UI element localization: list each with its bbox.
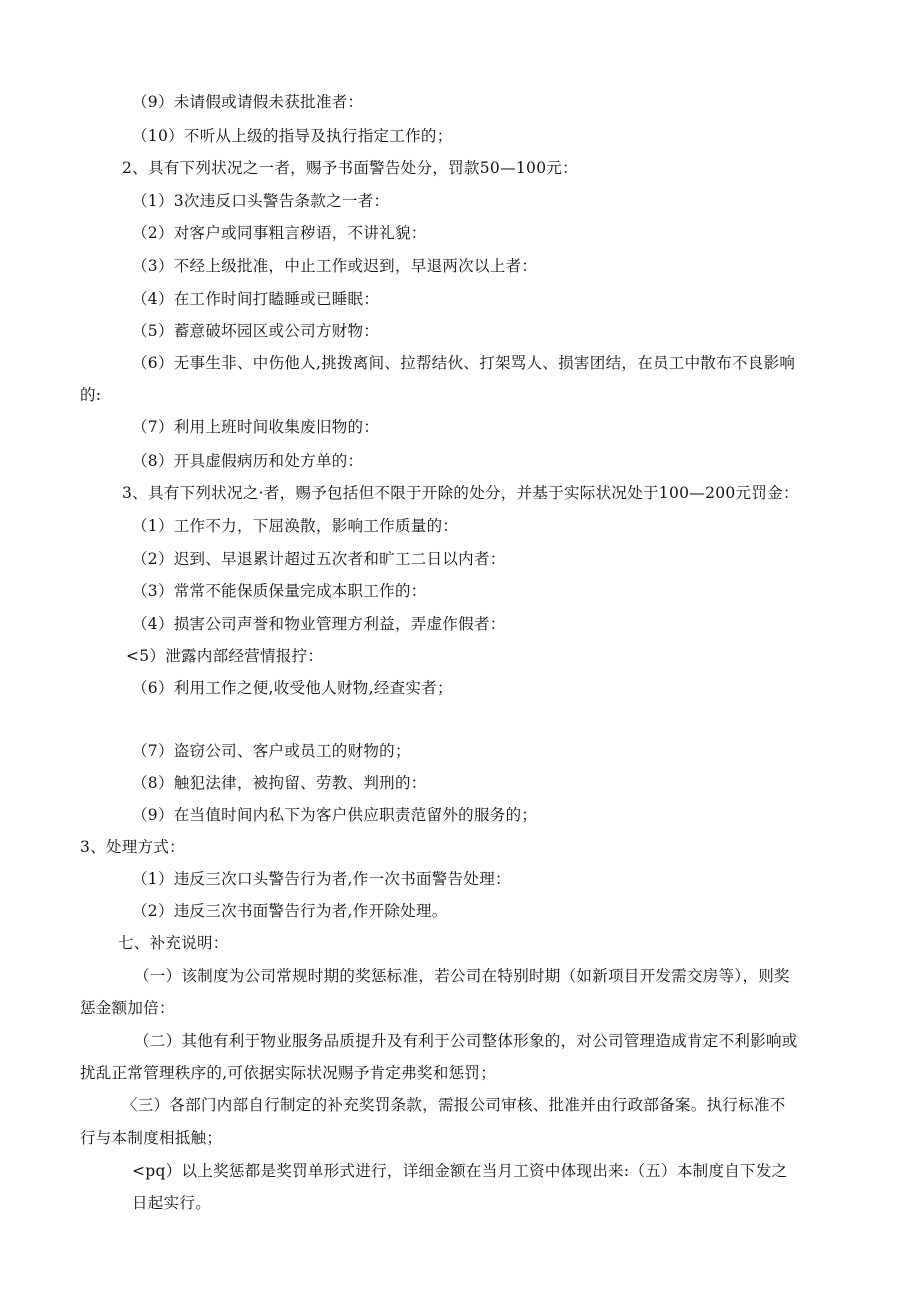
text-line: （2）对客户或同事粗言秽语，不讲礼貌：: [132, 224, 427, 242]
text-line: （2）迟到、早退累计超过五次者和旷工二日以内者：: [132, 550, 506, 568]
text-line: （一）该制度为公司常规时期的奖惩标准，若公司在特别时期（如新项目开发需交房等），则奖: [134, 967, 790, 985]
text-line: （4）损害公司声誉和物业管理方利益，弄虚作假者：: [132, 615, 506, 633]
text-line: 扰乱正常管理秩序的,可依据实际状况赐予肯定弗奖和惩罚；: [80, 1064, 497, 1082]
text-line: （7）盗窃公司、客户或员工的财物的；: [132, 742, 411, 760]
text-line: （8）开具虚假病历和处方单的：: [132, 452, 364, 470]
text-line: 3、处理方式：: [80, 838, 185, 856]
text-line: （9）未请假或请假未获批准者：: [132, 93, 364, 111]
text-line: 2、具有下列状况之一者，赐予书面警告处分，罚款50—100元：: [122, 159, 578, 177]
text-line: 〈三）各部门内部自行制定的补充奖罚条款，需报公司审核、批准并由行政部备案。执行标准不: [122, 1096, 786, 1114]
text-line: （6）无事生非、中伤他人,挑拨离间、拉帮结伙、打架骂人、损害团结，在员工中散布不良影响: [132, 354, 796, 372]
text-line: （3）常常不能保质保量完成本职工作的：: [132, 582, 427, 600]
text-line: （2）违反三次书面警告行为者,作开除处理。: [132, 902, 448, 920]
text-line: （9）在当值时间内私下为客户供应职责范留外的服务的；: [132, 806, 538, 824]
text-line: （6）利用工作之便,收受他人财物,经查实者；: [132, 679, 453, 697]
text-line: <pq）以上奖惩都是奖罚单形式进行，详细金额在当月工资中体现出来:（五）本制度自下发之: [132, 1162, 788, 1180]
text-line: 惩金额加倍：: [80, 999, 175, 1017]
text-line: 日起实行。: [132, 1194, 212, 1212]
text-line: <5）泄露内部经营情报拧：: [126, 647, 324, 665]
section-heading: 七、补充说明：: [118, 934, 229, 952]
text-line: （二）其他有利于物业服务品质提升及有利于公司整体形象的，对公司管理造成肯定不利影响或: [134, 1032, 798, 1050]
text-line: 行与本制度相抵触；: [80, 1129, 223, 1147]
text-line: （3）不经上级批准，中止工作或迟到，早退两次以上者：: [132, 257, 538, 275]
text-line: （5）蓄意破坏园区或公司方财物：: [132, 322, 380, 340]
text-line: 3、具有下列状况之·者，赐予包括但不限于开除的处分，并基于实际状况处于100—200元罚金：: [122, 484, 799, 502]
text-line: （1）3次违反口头警告条款之一者：: [132, 192, 390, 210]
text-line: （10）不听从上级的指导及执行指定工作的；: [132, 127, 453, 145]
text-line: （1）违反三次口头警告行为者,作一次书面警告处理：: [132, 870, 511, 888]
text-line: 的:: [80, 386, 102, 404]
text-line: （1）工作不力，下屈涣散，影响工作质量的：: [132, 517, 459, 535]
text-line: （8）触犯法律，被拘留、劳教、判刑的：: [132, 774, 427, 792]
text-line: （7）利用上班时间收集废旧物的：: [132, 418, 380, 436]
text-line: （4）在工作时间打瞌睡或已睡眠：: [132, 290, 380, 308]
